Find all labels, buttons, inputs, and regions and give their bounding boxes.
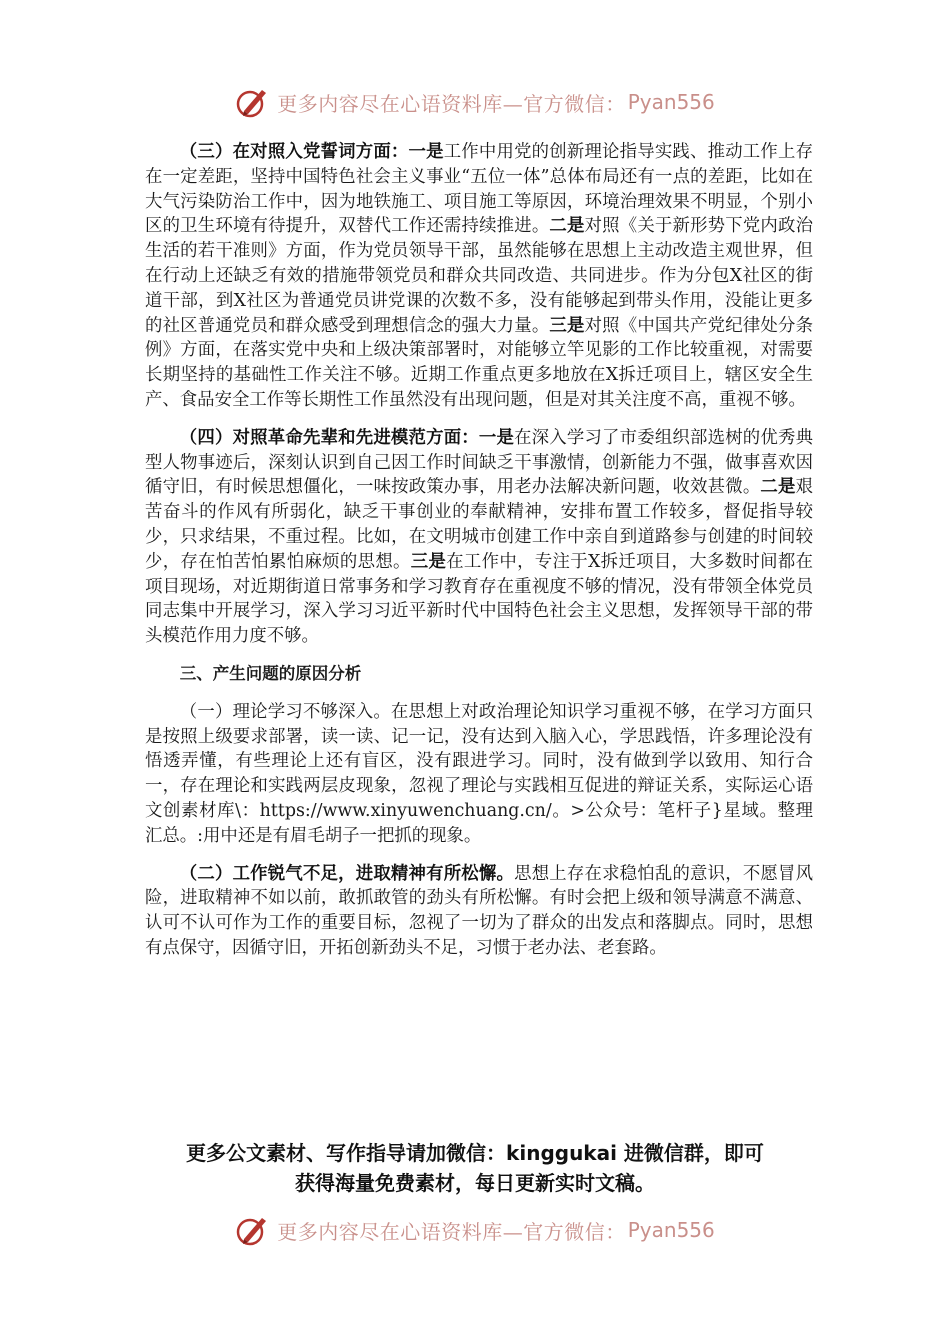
paragraph-3-lead: （三）在对照入党誓词方面：: [179, 142, 409, 162]
pen-logo-icon: [235, 1212, 271, 1248]
promo-text: [145, 1138, 805, 1198]
paragraph-4: [145, 426, 813, 649]
point-2-label: 二是: [549, 216, 585, 237]
point-3-label: 三是: [549, 315, 585, 336]
section-3-paragraph-1: （一）理论学习不够深入。在思想上对政治理论知识学习重视不够，在学习方面只是按照上级要求部署，读一读、记一记，没有达到入脑入心，学思践悟，许多理论没有悟透弄懂，有些理论上还有盲区，没有跟进学习。同时，没有做到学以致用、知行合一，存在理论和实践两层皮现象，忽视了理论与实践相互促进的辩证关系，实际运心语文创素材库\：https://www.xinyuwenchuang.cn/。>公众号：笔杆子}星域。整理汇总。:用中还是有眉毛胡子一把抓的现象。: [145, 701, 813, 846]
point-2-text: 艰苦奋斗的作风有所弱化，缺乏干事创业的奉献精神，安排布置工作较多，督促指导较少，只求结果，不重过程。比如，在文明城市创建工作中亲自到道路参与创建的时间较少，存在怕苦怕累怕麻烦的思想。: [145, 477, 813, 572]
paragraph-4-lead: （四）对照革命先辈和先进模范方面：: [179, 427, 479, 448]
paragraph-3: [145, 140, 813, 413]
point-2-label: 二是: [760, 477, 796, 498]
section-3-paragraph-2: [145, 862, 813, 961]
point-3-text: 对照《中国共产党纪律处分条例》方面，在落实党中央和上级决策部署时，对能够立竿见影的工作比较重视，对需要长期坚持的基础性工作关注不够。近期工作重点更多地放在X拆迁项目上，辖区安全生产、食品安全工作等长期性工作虽然没有出现问题，但是对其关注度不高，重视不够。: [145, 315, 813, 410]
point-1-text: 工作中用党的创新理论指导实践、推动工作上存在一定差距，坚持中国特色社会主义事业“五位一体”总体布局还有一点的差距，比如在大气污染防治工作中，因为地铁施工、项目施工等原因，环境治理效果不明显，个别小区的卫生环境有待提升，双替代工作还需持续推进。: [145, 142, 813, 237]
point-1-label: 一是: [408, 142, 444, 162]
point-2-text: 对照《关于新形势下党内政治生活的若干准则》方面，作为党员领导干部，虽然能够在思想上主动改造主观世界，但在行动上还缺乏有效的措施带领党员和群众共同改造、共同进步。作为分包X社区的街道干部，到X社区为普通党员讲党课的次数不多，没有能够起到带头作用，没能让更多的社区普通党员和群众感受到理想信念的强大力量。: [145, 216, 813, 336]
promo-line-1: 更多公文素材、写作指导请加微信：kinggukai 进微信群，即可: [186, 1141, 764, 1165]
footer-wechat-id: Pyan556: [627, 1218, 715, 1242]
header-wechat-id: Pyan556: [627, 90, 715, 114]
pen-logo-icon: [235, 84, 271, 120]
header-text: 更多内容尽在心语资料库—官方微信：: [277, 91, 626, 116]
point-1-label: 一是: [478, 427, 515, 448]
promo-line-2: 获得海量免费素材，每日更新实时文稿。: [295, 1171, 655, 1195]
section-3-heading: 三、产生问题的原因分析: [179, 663, 362, 683]
section-3-paragraph-2-lead: （二）工作锐气不足，进取精神有所松懈。: [179, 863, 515, 884]
document-body: [145, 140, 813, 961]
point-1-text: 在深入学习了市委组织部选树的优秀典型人物事迹后，深刻认识到自己因工作时间缺乏干事激情，创新能力不强，做事喜欢因循守旧，有时候思想僵化，一味按政策办事，用老办法解决新问题，收效甚微。: [145, 427, 813, 498]
section-3-heading-row: [145, 662, 813, 687]
point-3-text: 在工作中，专注于X拆迁项目，大多数时间都在项目现场，对近期街道日常事务和学习教育存在重视度不够的情况，没有带领全体党员同志集中开展学习，深入学习习近平新时代中国特色社会主义思想，发挥领导干部的带头模范作用力度不够。: [145, 551, 813, 647]
footer-text: 更多内容尽在心语资料库—官方微信：: [277, 1219, 626, 1244]
footer-banner: [0, 1210, 950, 1250]
header-banner: [0, 82, 950, 122]
section-3-paragraph-2-text: 思想上存在求稳怕乱的意识，不愿冒风险，进取精神不如以前，敢抓敢管的劲头有所松懈。有时会把上级和领导满意不满意、认可不认可作为工作的重要目标，忽视了一切为了群众的出发点和落脚点。同时，思想有点保守，因循守旧，开拓创新劲头不足，习惯于老办法、老套路。: [145, 863, 813, 958]
point-3-label: 三是: [410, 551, 447, 572]
